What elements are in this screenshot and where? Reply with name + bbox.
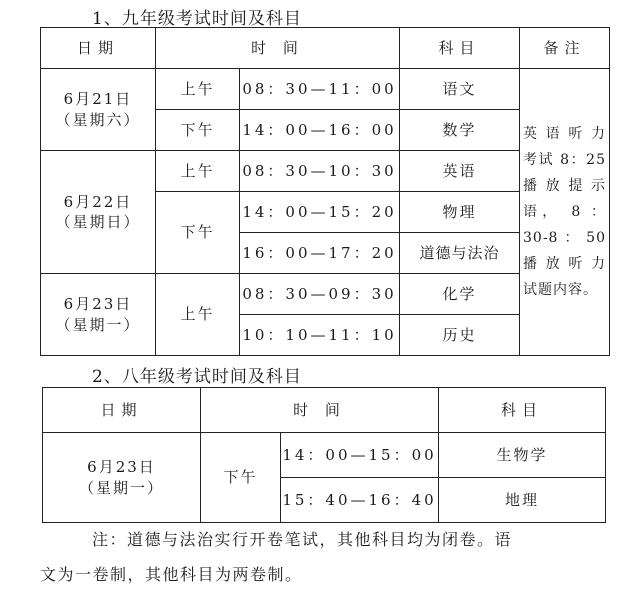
header-date: 日期 [43, 388, 201, 433]
remark-line: 英语听力 [523, 126, 606, 142]
header-time: 时 间 [201, 388, 439, 433]
date-text: 6月23日 [87, 458, 156, 477]
exam-note-line1: 注：道德与法治实行开卷笔试，其他科目均为闭卷。语 [92, 530, 513, 549]
subject-cell: 英语 [400, 151, 520, 192]
weekday-text: （星期六） [55, 110, 141, 129]
subject-cell: 化学 [400, 274, 520, 315]
exam-note-line2: 文为一卷制，其他科目为两卷制。 [40, 565, 303, 584]
section1-heading: 1、九年级考试时间及科目 [92, 9, 302, 29]
subject-cell: 语文 [400, 69, 520, 110]
subject-cell: 生物学 [439, 433, 606, 478]
remark-line: 30-8 ： 50 [523, 230, 606, 246]
date-text: 6月21日 [63, 90, 133, 109]
time-cell: 15：40—16：40 [281, 478, 439, 523]
period-cell: 下午 [156, 110, 240, 151]
date-cell [41, 274, 156, 356]
remark-line: 语， 8 ： [523, 204, 606, 220]
section2-heading: 2、八年级考试时间及科目 [92, 367, 302, 387]
weekday-text: （星期一） [78, 478, 164, 497]
time-cell: 16：00—17：20 [240, 233, 400, 274]
period-cell: 上午 [156, 151, 240, 192]
grade8-schedule-table [42, 387, 606, 523]
period-cell: 上午 [156, 274, 240, 356]
date-cell [41, 69, 156, 151]
subject-cell: 道德与法治 [400, 233, 520, 274]
subject-cell: 数学 [400, 110, 520, 151]
weekday-text: （星期日） [55, 213, 141, 231]
remark-line: 播放提示 [523, 178, 606, 194]
date-text: 6月22日 [63, 192, 133, 211]
time-cell: 08：30—10：30 [240, 151, 400, 192]
remark-line: 播放听力 [523, 256, 606, 272]
subject-cell: 历史 [400, 315, 520, 356]
period-cell: 下午 [156, 192, 240, 274]
header-subject: 科目 [439, 388, 606, 433]
date-text: 6月23日 [63, 295, 133, 314]
period-cell: 下午 [201, 433, 281, 523]
date-cell [41, 151, 156, 274]
period-cell: 上午 [156, 69, 240, 110]
time-cell: 14：00—15：00 [281, 433, 439, 478]
header-remark: 备注 [520, 28, 610, 69]
table-header-row [43, 388, 606, 433]
time-cell: 14：00—15：20 [240, 192, 400, 233]
remark-line: 考试 8：25 [523, 152, 606, 168]
remark-cell [520, 69, 610, 356]
table-row [41, 69, 610, 110]
table-row [43, 433, 606, 478]
subject-cell: 物理 [400, 192, 520, 233]
time-cell: 10：10—11：10 [240, 315, 400, 356]
header-time: 时 间 [156, 28, 400, 69]
header-date: 日期 [41, 28, 156, 69]
time-cell: 08：30—09：30 [240, 274, 400, 315]
remark-line: 试题内容。 [523, 282, 598, 298]
time-cell: 08：30—11：00 [240, 69, 400, 110]
subject-cell: 地理 [439, 478, 606, 523]
table-header-row [41, 28, 610, 69]
grade9-schedule-table [40, 27, 610, 356]
time-cell: 14：00—16：00 [240, 110, 400, 151]
weekday-text: （星期一） [55, 315, 141, 334]
header-subject: 科目 [400, 28, 520, 69]
date-cell [43, 433, 201, 523]
